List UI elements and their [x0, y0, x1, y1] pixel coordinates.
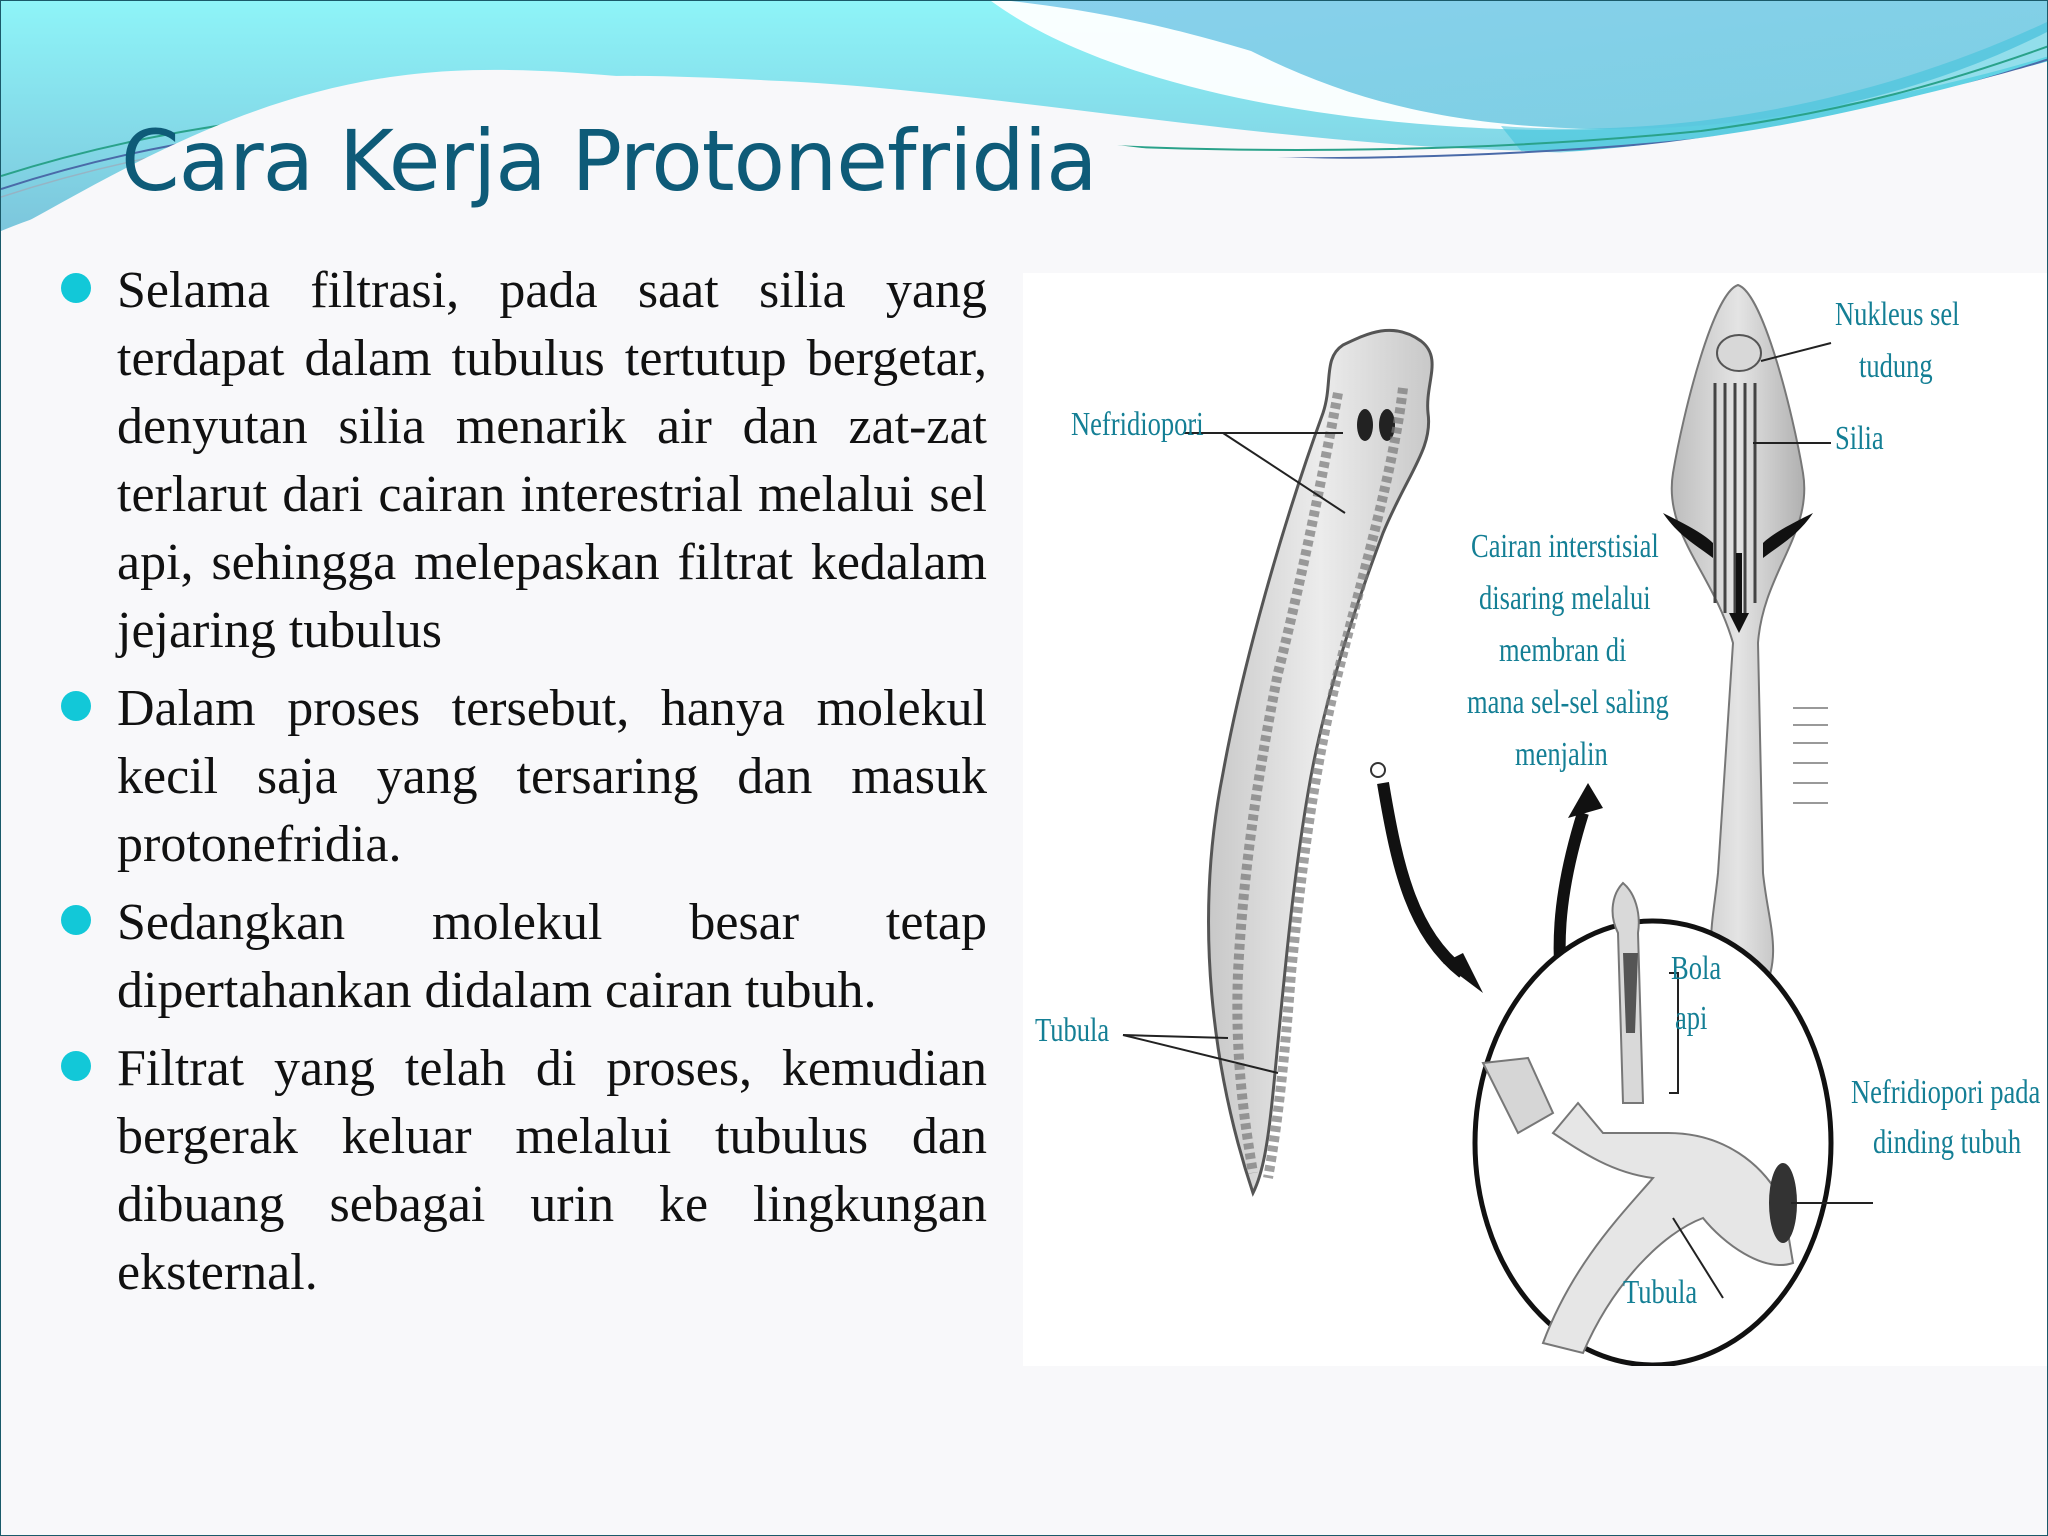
label-cairan-line3: membran di	[1499, 632, 1627, 669]
flame-cell-figure	[1663, 285, 1831, 993]
bullet-text: Sedangkan molekul besar tetap dipertahankan didalam cairan tubuh.	[117, 894, 987, 1019]
label-nefridiopori-pada-line2: dinding tubuh	[1873, 1124, 2022, 1161]
bullet-item	[57, 675, 987, 879]
slide-title: Cara Kerja Protonefridia	[121, 112, 1097, 210]
bullet-text: Filtrat yang telah di proses, kemudian bergerak keluar melalui tubulus dan dibuang sebagai urin ke lingkungan eksternal.	[117, 1040, 987, 1301]
label-bola-api-line1: Bola	[1671, 950, 1722, 987]
bullet-dot-icon	[61, 273, 91, 303]
bullet-text: Selama filtrasi, pada saat silia yang terdapat dalam tubulus tertutup bergetar, denyutan silia menarik air dan zat-zat terlarut dari cairan interestrial melalui sel api, sehingga melepaskan filtrat kedalam jejaring tubulus	[117, 262, 987, 659]
label-nukleus-sel-line1: Nukleus sel	[1835, 296, 1960, 333]
bullet-dot-icon	[61, 691, 91, 721]
bullet-dot-icon	[61, 905, 91, 935]
protonephridia-diagram	[1023, 273, 2048, 1366]
bullet-list	[57, 257, 987, 1317]
label-nukleus-sel-line2: tudung	[1859, 348, 1933, 385]
label-cairan-line2: disaring melalui	[1479, 580, 1651, 617]
label-cairan-line4: mana sel-sel saling	[1467, 684, 1669, 721]
label-tubula-left: Tubula	[1035, 1012, 1110, 1049]
bullet-item	[57, 257, 987, 665]
label-nefridiopori: Nefridiopori	[1071, 406, 1204, 443]
bullet-item	[57, 889, 987, 1025]
label-bola-api-line2: api	[1675, 1000, 1708, 1037]
bullet-item	[57, 1035, 987, 1307]
label-cairan-line5: menjalin	[1515, 736, 1608, 773]
bullet-dot-icon	[61, 1051, 91, 1081]
bullet-text: Dalam proses tersebut, hanya molekul kecil saja yang tersaring dan masuk protonefridia.	[117, 680, 987, 873]
label-silia: Silia	[1835, 420, 1884, 457]
label-cairan-line1: Cairan interstisial	[1471, 528, 1659, 565]
label-tubula-bottom: Tubula	[1623, 1274, 1698, 1311]
label-nefridiopori-pada-line1: Nefridiopori pada	[1851, 1074, 2041, 1111]
